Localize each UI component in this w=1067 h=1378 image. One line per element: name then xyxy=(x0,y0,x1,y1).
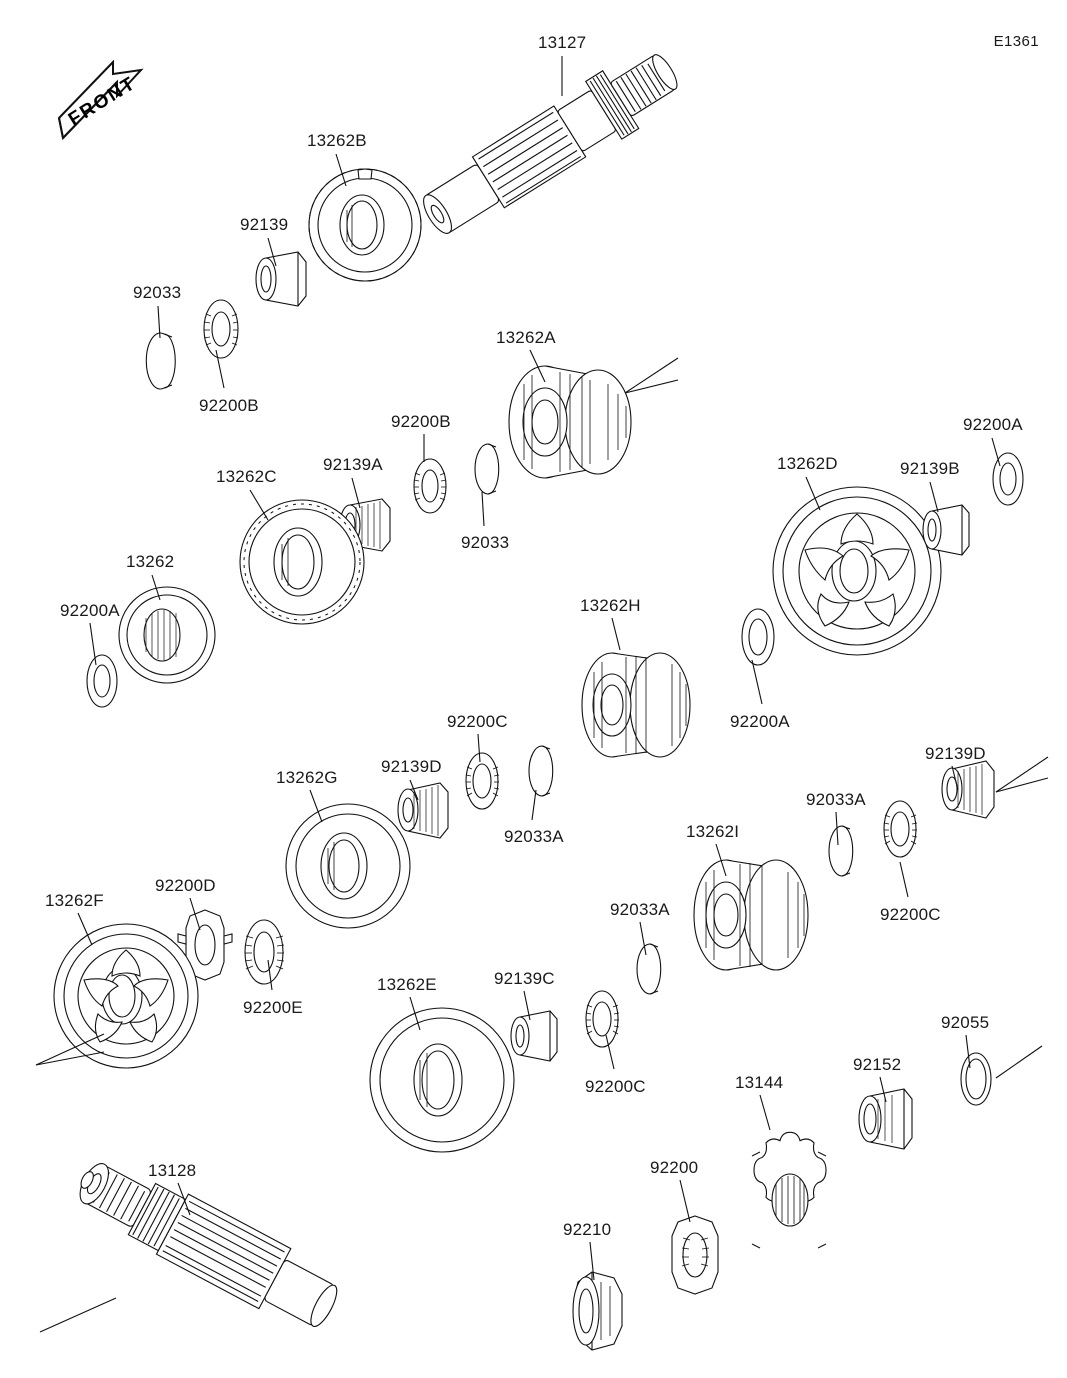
part-label-13144[interactable]: 13144 xyxy=(735,1073,784,1092)
part-label-13262G[interactable]: 13262G xyxy=(276,768,338,787)
part-label-13262H[interactable]: 13262H xyxy=(580,596,641,615)
engine-sprocket-13144[interactable] xyxy=(730,1126,860,1276)
part-label-92139A[interactable]: 92139A xyxy=(323,455,383,474)
washer-92200B-1[interactable] xyxy=(194,298,248,360)
part-label-92210[interactable]: 92210 xyxy=(563,1220,612,1239)
front-marker-label: FRONT xyxy=(64,72,141,131)
o-ring-92055[interactable] xyxy=(952,1050,1000,1108)
part-label-92033A-3[interactable]: 92033A xyxy=(806,790,866,809)
part-label-13262A[interactable]: 13262A xyxy=(496,328,556,347)
needle-bearing-92139B[interactable] xyxy=(918,502,982,562)
part-label-92200[interactable]: 92200 xyxy=(650,1158,699,1177)
part-label-92033-2[interactable]: 92033 xyxy=(461,533,510,552)
washer-92200C-3[interactable] xyxy=(874,798,926,860)
washer-92200C-2[interactable] xyxy=(576,988,628,1050)
part-label-92139C[interactable]: 92139C xyxy=(494,969,555,988)
gear-13262H[interactable] xyxy=(566,632,706,778)
washer-92200B-2[interactable] xyxy=(404,456,456,516)
part-label-92200B-2[interactable]: 92200B xyxy=(391,412,451,431)
circlip-92033-2[interactable] xyxy=(464,438,510,500)
part-label-92200A-3[interactable]: 92200A xyxy=(730,712,790,731)
part-label-13262C[interactable]: 13262C xyxy=(216,467,277,486)
part-label-92139D-2[interactable]: 92139D xyxy=(925,744,986,763)
leader-92200C3 xyxy=(900,862,908,897)
part-label-92200C-3[interactable]: 92200C xyxy=(880,905,941,924)
part-label-92200D[interactable]: 92200D xyxy=(155,876,216,895)
washer-92200A-2[interactable] xyxy=(984,450,1032,508)
needle-bearing-92139[interactable] xyxy=(248,250,320,312)
part-label-92200E[interactable]: 92200E xyxy=(243,998,303,1017)
output-shaft-13128[interactable] xyxy=(48,1138,378,1358)
gear-13262G[interactable] xyxy=(278,796,418,936)
gear-13262[interactable] xyxy=(112,580,222,690)
washer-92200[interactable] xyxy=(656,1212,734,1298)
part-label-92033A-1[interactable]: 92033A xyxy=(504,827,564,846)
circlip-92033A-1[interactable] xyxy=(518,740,564,802)
part-label-92139D-1[interactable]: 92139D xyxy=(381,757,442,776)
part-label-13262[interactable]: 13262 xyxy=(126,552,175,571)
part-label-92033[interactable]: 92033 xyxy=(133,283,182,302)
leader-13144 xyxy=(760,1095,770,1130)
part-label-92200A-2[interactable]: 92200A xyxy=(963,415,1023,434)
part-label-13127[interactable]: 13127 xyxy=(538,33,587,52)
part-label-13262F[interactable]: 13262F xyxy=(45,891,104,910)
gear-13262A[interactable] xyxy=(490,350,640,490)
part-label-92200C-2[interactable]: 92200C xyxy=(585,1077,646,1096)
washer-92200E[interactable] xyxy=(234,916,294,988)
drive-shaft-13127[interactable] xyxy=(390,40,710,250)
circlip-92033A-3[interactable] xyxy=(818,820,864,882)
washer-92200A-1[interactable] xyxy=(78,652,126,710)
washer-92200A-3[interactable] xyxy=(732,606,784,668)
gear-13262I[interactable] xyxy=(678,840,826,990)
part-label-92139[interactable]: 92139 xyxy=(240,215,289,234)
gear-13262C[interactable] xyxy=(232,492,372,632)
part-label-92055[interactable]: 92055 xyxy=(941,1013,990,1032)
diagram-code: E1361 xyxy=(993,33,1039,50)
part-label-13262D[interactable]: 13262D xyxy=(777,454,838,473)
needle-bearing-92139C[interactable] xyxy=(506,1008,570,1068)
part-label-92200C-1[interactable]: 92200C xyxy=(447,712,508,731)
nut-92210[interactable] xyxy=(556,1268,640,1354)
part-label-13262B[interactable]: 13262B xyxy=(307,131,367,150)
circlip-92033-1[interactable] xyxy=(138,328,186,394)
part-label-92033A-2[interactable]: 92033A xyxy=(610,900,670,919)
gear-13262E[interactable] xyxy=(362,1000,522,1160)
circlip-92033A-2[interactable] xyxy=(626,938,672,1000)
collar-92152[interactable] xyxy=(852,1086,926,1156)
front-orientation-marker xyxy=(55,60,151,152)
part-label-13262E[interactable]: 13262E xyxy=(377,975,437,994)
part-label-13262I[interactable]: 13262I xyxy=(686,822,740,841)
part-label-92200A-1[interactable]: 92200A xyxy=(60,601,120,620)
part-label-92152[interactable]: 92152 xyxy=(853,1055,902,1074)
gear-13262F[interactable] xyxy=(46,916,206,1076)
part-label-13128[interactable]: 13128 xyxy=(148,1161,197,1180)
part-label-92139B[interactable]: 92139B xyxy=(900,459,960,478)
needle-bearing-92139D-2[interactable] xyxy=(936,758,1010,824)
part-label-92200B-1[interactable]: 92200B xyxy=(199,396,259,415)
